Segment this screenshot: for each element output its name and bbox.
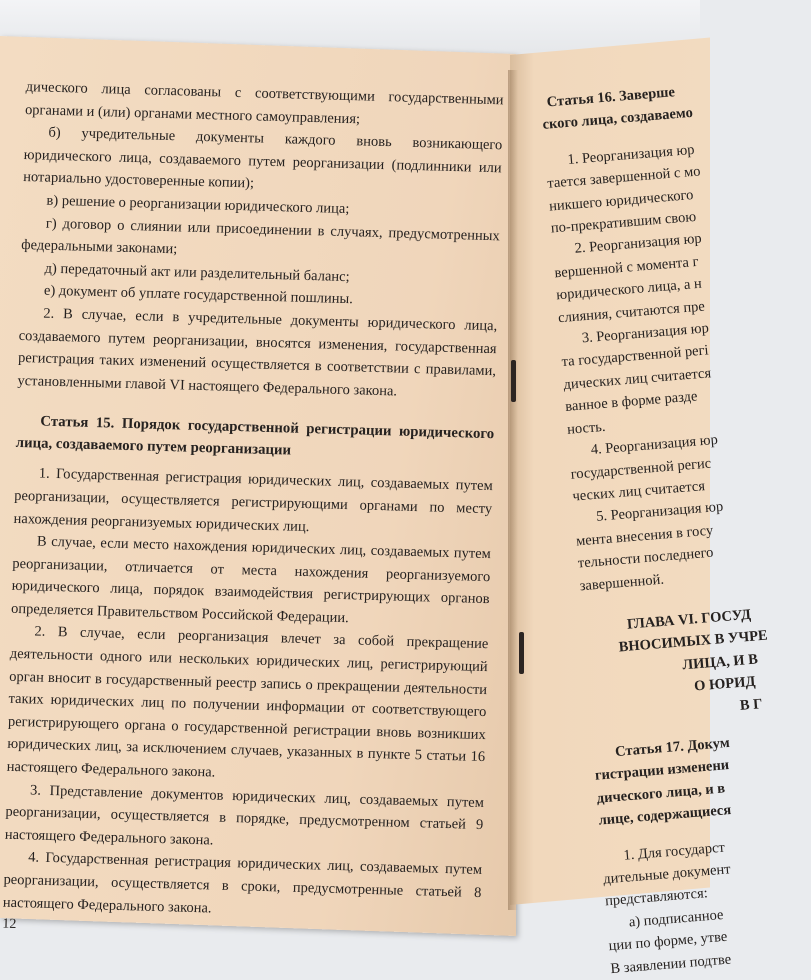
chapter-heading-line: О ЮРИД [693,673,756,695]
article-heading-line: лице, содержащиеся [597,802,732,829]
text-line: ность. [566,418,607,438]
text-line: юридического лица, а н [555,275,703,304]
article-heading-line: Статья 16. Заверше [546,84,676,111]
text-line: вершенной с момента г [553,253,700,282]
paragraph: е) документ об уплате государственной пошлины. [43,282,354,308]
paragraph: д) передаточный акт или разделительный баланс; [44,260,350,285]
article-heading-line: дического лица, и в [596,780,726,807]
book-gutter [508,70,518,910]
paragraph: 2. В случае, если в учредительные документы юридического лица, создаваемого путем реорганизации, вносятся изменения, государственная регистрация таких изменений осуществляется в соответствии с правилами, установленными главой VI настоящего Федерального закона. [17,305,498,400]
paragraph: б) учредительные документы каждого вновь возникающего юридического лица, создаваемого путем реорганизации (подлинники или нотариально удостоверенные копии); [22,124,503,192]
chapter-heading-line: В Г [739,695,763,714]
text-line: представляются: [604,885,709,910]
text-line: по-прекратившим свою [550,208,697,237]
paragraph: 2. В случае, если реорганизация влечет за собой прекращение деятельности одного или нескольких юридических лиц, регистрирующий орган вносит в государственный реестр запись о прекращении деятельности таких юридических лиц по получении информации от соответствующего регистрирующего органа о государственной регистрации вновь возникших юридических лиц, за исключением случаев, указанных в пункте 5 статьи 16 настоящего Федерального закона. [6,623,489,781]
text-line: государственной регис [570,454,712,483]
text-line: а) подписанное [628,906,725,931]
staple-bottom [519,632,524,674]
paragraph: 4. Государственная регистрация юридических лиц, создаваемых путем реорганизации, осуществляется в сроки, предусмотренные статьей 8 настоящего Федерального закона. [2,849,483,917]
text-line: мента внесения в госу [575,522,714,550]
paragraph: дического лица согласованы с соответствующими государственными органами и (или) органами местного самоуправления; [24,78,504,127]
chapter-heading-line: ГЛАВА VI. ГОСУД [626,606,752,633]
text-line: слияния, считаются пре [557,298,706,326]
text-line: дительные документ [602,861,732,888]
text-line: 1. Реорганизация юр [566,141,696,168]
chapter-heading-line: ВНОСИМЫХ В УЧРЕ [618,627,769,656]
text-line: 4. Реорганизация юр [590,431,719,459]
text-line: ции по форме, утве [608,928,728,955]
text-line: В заявлении подтве [609,951,732,977]
article-heading-line: гистрации изменени [594,757,730,785]
text-line: та государственной регі [561,342,710,371]
text-line: ческих лиц считается [571,477,706,505]
page-number: 12 [2,916,17,933]
left-page-text [2,76,504,950]
text-line: завершенной. [579,571,665,594]
text-line: 5. Реорганизация юр [595,498,724,526]
article-heading-line: Статья 17. Докум [614,734,731,761]
paragraph: г) договор о слиянии или присоединении в случаях, предусмотренных федеральными законами; [21,215,500,258]
text-line: 2. Реорганизация юр [574,230,703,258]
paragraph: в) решение о реорганизации юридического лица; [46,192,350,218]
paragraph: В случае, если место нахождения юридических лиц, создаваемых путем реорганизации, отличается от места нахождения реорганизуемого юридического лица, порядок взаимодействия регистрирующих органов определяется Правительством Российской Федерации. [10,533,492,627]
text-line: тельности последнего [577,544,715,572]
chapter-heading-line: ЛИЦА, И В [681,651,759,674]
paragraph: 1. Государственная регистрация юридических лиц, создаваемых путем реорганизации, осуществляется регистрирующими органами по месту нахождения реорганизуемых юридических лиц. [13,465,493,535]
staple-top [511,360,516,402]
text-line: никшего юридического [548,186,694,215]
text-line: 1. Для государст [622,839,726,864]
text-line: тается завершенной с мо [546,163,702,192]
text-line: 3. Реорганизация юр [581,320,710,347]
paragraph: 3. Представление документов юридических лиц, создаваемых путем реорганизации, осуществляется в порядке, предусмотренном статьей 9 настоящего Федерального закона. [4,782,485,849]
text-line: ванное в форме разде [564,388,699,416]
article-heading: Статья 15. Порядок государственной регистрации юридического лица, создаваемого путем реорганизации [15,413,495,459]
text-line: дических лиц считается [562,365,712,393]
article-heading-line: ского лица, создаваемо [542,105,694,134]
